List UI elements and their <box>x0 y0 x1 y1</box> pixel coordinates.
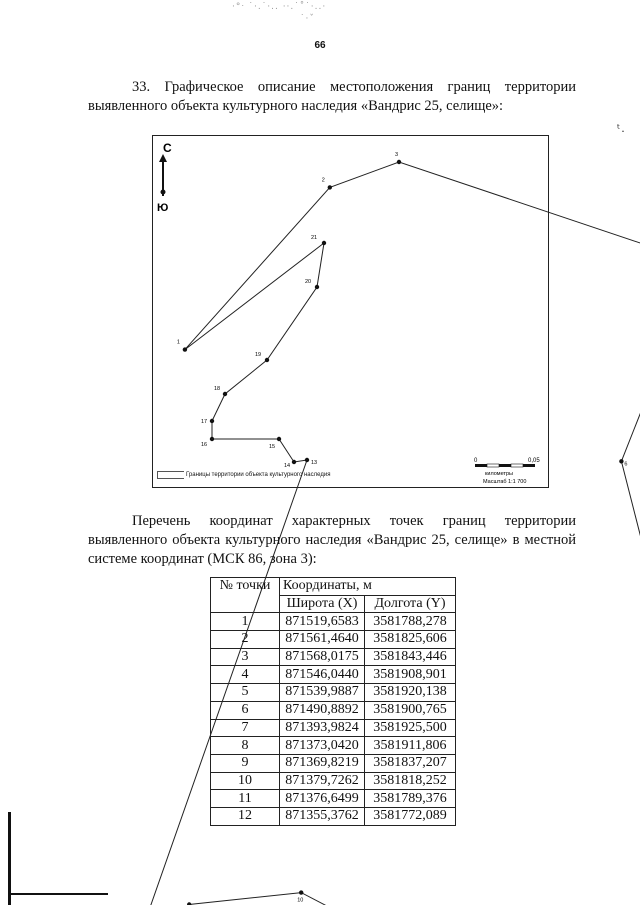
cell-latitude: 871519,6583 <box>280 613 365 631</box>
point-label: 18 <box>214 386 221 392</box>
cell-point-number: 8 <box>211 737 280 755</box>
table-row <box>211 648 456 666</box>
scale-bar <box>474 458 540 485</box>
point-label: 13 <box>311 460 318 466</box>
boundary-point <box>292 460 296 464</box>
point-label: 19 <box>255 352 262 358</box>
point-label: 10 <box>297 897 304 904</box>
table-body <box>211 613 456 825</box>
boundary-point <box>322 241 326 245</box>
boundary-point <box>315 285 319 289</box>
cell-longitude: 3581772,089 <box>365 807 456 825</box>
cell-longitude: 3581900,765 <box>365 701 456 719</box>
table-row <box>211 772 456 790</box>
boundary-point <box>210 437 214 441</box>
col-point-header: № точки <box>211 578 280 613</box>
boundary-point <box>328 185 332 189</box>
scan-noise: ·°ᐧ ˙·.˙·.. ··.˙˚˙·..· <box>232 2 327 12</box>
cell-point-number: 7 <box>211 719 280 737</box>
col-lon-header: Долгота (Y) <box>365 595 456 613</box>
south-label: Ю <box>157 202 169 214</box>
point-label: 1 <box>176 339 180 346</box>
scan-mark: ᵗ. <box>617 122 626 135</box>
cell-latitude: 871369,8219 <box>280 754 365 772</box>
cell-latitude: 871490,8892 <box>280 701 365 719</box>
cell-latitude: 871376,6499 <box>280 790 365 808</box>
cell-longitude: 3581911,806 <box>365 737 456 755</box>
col-lat-header: Широта (X) <box>280 595 365 613</box>
cell-point-number: 12 <box>211 807 280 825</box>
point-label: 20 <box>305 279 312 285</box>
cell-longitude: 3581837,207 <box>365 754 456 772</box>
cell-latitude: 871546,0440 <box>280 666 365 684</box>
boundary-point <box>223 392 227 396</box>
cell-latitude: 871373,0420 <box>280 737 365 755</box>
scale-units: километры <box>485 471 513 477</box>
point-label: 14 <box>284 463 291 469</box>
legend-line-icon <box>157 471 184 479</box>
col-coords-header: Координаты, м <box>280 578 456 596</box>
cell-longitude: 3581920,138 <box>365 684 456 702</box>
scale-text: Масштаб 1:1 700 <box>483 479 527 485</box>
scan-margin-bar <box>8 812 11 905</box>
section-heading: 33. Графическое описание местоположения границ территории выявленного объекта культурного наследия «Вандрис 25, селище»: <box>88 79 576 114</box>
list-heading: Перечень координат характерных точек границ территории выявленного объекта культурного наследия «Вандрис 25, селище» в местной системе координат (МСК 86, зона 3): <box>88 513 576 567</box>
cell-longitude: 3581908,901 <box>365 666 456 684</box>
table-row <box>211 684 456 702</box>
coordinates-table <box>210 577 456 826</box>
legend-label: Границы территории объекта культурного наследия <box>186 472 331 478</box>
boundary-point <box>265 358 269 362</box>
cell-point-number: 11 <box>211 790 280 808</box>
point-label: 15 <box>269 444 276 450</box>
cell-point-number: 5 <box>211 684 280 702</box>
north-label: С <box>163 141 172 155</box>
north-arrow-head-icon <box>159 154 167 162</box>
cell-point-number: 4 <box>211 666 280 684</box>
boundary-point <box>299 890 303 894</box>
cell-point-number: 2 <box>211 631 280 649</box>
map-legend <box>157 471 330 479</box>
north-arrow-base-icon <box>161 190 166 195</box>
table-row <box>211 807 456 825</box>
cell-point-number: 6 <box>211 701 280 719</box>
cell-latitude: 871568,0175 <box>280 648 365 666</box>
table-row <box>211 666 456 684</box>
cell-latitude: 871393,9824 <box>280 719 365 737</box>
scan-margin-line <box>8 893 108 895</box>
cell-longitude: 3581788,278 <box>365 613 456 631</box>
point-label: 21 <box>311 235 318 241</box>
cell-point-number: 10 <box>211 772 280 790</box>
cell-longitude: 3581789,376 <box>365 790 456 808</box>
scan-noise: ˙·ˇ <box>300 14 315 24</box>
table-row <box>211 754 456 772</box>
table-row <box>211 701 456 719</box>
cell-latitude: 871561,4640 <box>280 631 365 649</box>
cell-longitude: 3581818,252 <box>365 772 456 790</box>
point-label: 6 <box>624 461 628 468</box>
cell-latitude: 871379,7262 <box>280 772 365 790</box>
cell-point-number: 1 <box>211 613 280 631</box>
table-header-row <box>211 578 456 596</box>
point-label: 16 <box>201 442 208 448</box>
cell-latitude: 871539,9887 <box>280 684 365 702</box>
table-row <box>211 631 456 649</box>
table-row <box>211 719 456 737</box>
scale-max: 0,05 <box>528 458 540 464</box>
cell-point-number: 3 <box>211 648 280 666</box>
table-row <box>211 737 456 755</box>
scale-zero: 0 <box>474 458 478 464</box>
boundary-point <box>210 419 214 423</box>
table-row <box>211 613 456 631</box>
point-label: 2 <box>321 177 325 184</box>
cell-point-number: 9 <box>211 754 280 772</box>
point-label: 3 <box>395 152 399 158</box>
table-row <box>211 790 456 808</box>
page-number: 66 <box>314 40 326 51</box>
point-label: 17 <box>201 419 208 425</box>
boundary-point <box>183 347 187 351</box>
cell-latitude: 871355,3762 <box>280 807 365 825</box>
cell-longitude: 3581925,500 <box>365 719 456 737</box>
cell-longitude: 3581843,446 <box>365 648 456 666</box>
boundary-point <box>619 459 623 463</box>
cell-longitude: 3581825,606 <box>365 631 456 649</box>
boundary-point <box>305 458 309 462</box>
boundary-point <box>397 160 401 164</box>
boundary-point <box>277 437 281 441</box>
